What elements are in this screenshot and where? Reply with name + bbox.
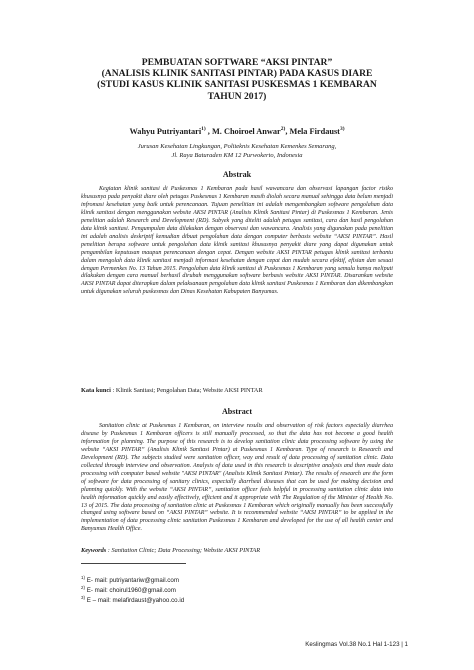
affiliation-line: Jurusan Kesehatan Lingkungan, Politeknis Kesehatan Kemenkes Semarang, xyxy=(137,143,337,150)
abstract-body: Sanitation clinic at Puskesmas 1 Kembaran, on interview results and observation of risk factors especially diarrhea disease by Puskesmas 1 Kembaran officers is still manually processed, so that the data has not become a good health information for planning. The purpose of this research is to develop sanitation clinic data processing software by using the website “AKSI PINTAR” (Analisis Klinik Sanitasi Pintar) at Puskesmas 1 Kembaran. Type of research is Research and Development (RD). The subjects studied were sanitation officer, way and result of data processing of sanitation clinic. Data collected through interview and observation. Analysis of data used in this research is descriptive analysis and then made data processing with computer based website "AKSI PINTAR" (Analisis Klinik Sanitasi Pintar). The results of research are the form of software for data processing of sanitary clinics, especially diarrheal diseases that can be used for making decision and planning quickly. With the website “AKSI PINTAR”, sanitation officer feels helpful in processing sanitation clinic data into health information quickly and easily effectively, efficient and it appropriate with The Regulation of the Minister of Health No. 13 of 2015. The data processing of sanitation clinic at Puskesmas 1 Kembaran which originally manually has been successfully changed using software based on “AKSI PINTAR” website. It is recommended website “AKSI PINTAR” to be applied in the implementation of data processing clinic sanitation Puskesmas 1 Kembaran and developed for the use of all health center and Banyumas Health Office. xyxy=(81,423,393,533)
title-line: TAHUN 2017) xyxy=(207,90,267,102)
keywords xyxy=(81,547,411,555)
title-line: (ANALISIS KLINIK SANITASI PINTAR) PADA KASUS DIARE xyxy=(101,68,373,80)
author-separator: , xyxy=(285,126,290,136)
author-list xyxy=(40,124,434,137)
title-line: PEMBUATAN SOFTWARE “AKSI PINTAR” xyxy=(141,57,333,68)
footnote-divider xyxy=(81,563,186,564)
author-name: Mela Firdaust xyxy=(289,126,340,136)
author-separator: , xyxy=(205,126,212,136)
title-line: (STUDI KASUS KLINIK SANITASI PUSKESMAS 1 KEMBARAN xyxy=(97,79,377,91)
page-footer: Keslingmas Vol.38 No.1 Hal 1-123 | 1 xyxy=(305,641,408,648)
author-marker: 3) xyxy=(339,126,345,132)
keywords-label: Keywords xyxy=(81,547,107,554)
kata-kunci xyxy=(81,387,411,395)
paper-title xyxy=(40,57,434,102)
author-name: M. Choiroel Anwar xyxy=(211,126,281,136)
abstrak-heading: Abstrak xyxy=(222,170,252,179)
footnote-marker: 2) xyxy=(81,585,86,590)
keywords-text: : Sanitation Clinic; Data Processing; Website AKSI PINTAR xyxy=(106,547,261,554)
author-marker: 1) xyxy=(201,126,206,132)
footnote xyxy=(81,593,381,605)
abstrak-body: Kegiatan klinik sanitasi di Puskesmas 1 Kembaran pada hasil wawancara dan observasi lapangan factor risiko khususnya pada penyakit diare oleh petugas Puskesmas 1 Kembaran masih diolah secara manual sehingga data belum menjadi infromasi kesehatan yang baik untuk perencanaan. Tujuan penelitian ini adalah mengembangkan software pengolahan data klinik sanitasi dengan menggunakan website AKSI PINTAR (Analisis Klinik Sanitasi Pintar) di Puskesmas 1 Kembaran. Jenis penelitian adalah Research and Development (RD). Subyek yang diteliti adalah petugas sanitasi, cara dan hasil pengolahan data klinik sanitasi. Pengumpulan data dilakukan dengan observasi dan wawancara. Analisis yang digunakan pada penelitian ini adalah analisis deskriptif kemudian dibuat pengolahan data dengan computer berbasis website “AKSI PINTAR”. Hasil penelitian berupa software untuk pengolahan data klinik sanitasi khususnya penyakit diare yang dapat digunakan untuk pengambilan keputusan maupun perencanaan dengan cepat. Dengan website AKSI PINTAR petugas klinik sanitasi terbantu dalam mengolah data klinik sanitasi menjadi informasi kesehatan dengan cepat dan mudah secara efektif, efisian dan sesuai dengan Permenkes No. 13 Tahun 2015. Pengolahan data klinik sanitasi di Puskesmas 1 Kembaran yang semula hanya meliputi dilakukan dengan cara manual berhasil dirubah menggunakan software berbasis website AKSI PINTAR. Disarankan website AKSI PINTAR dapat diterapkan dalam pelaksanaan pengolahan data klinik sanitasi Puskesmas 1 Kembaran dan dikembangkan untuk digunakan seluruh puskesmas dan Dinas Kesehatan Kabupaten Banyumas. xyxy=(81,186,393,296)
footnote-marker: 3) xyxy=(81,595,86,600)
kata-kunci-label: Kata kunci xyxy=(81,387,111,394)
affiliation-line: Jl. Raya Baturaden KM 12 Purwokerto, Indonesia xyxy=(171,151,303,159)
author-marker: 2) xyxy=(280,126,286,132)
author-name: Wahyu Putriyantari xyxy=(129,126,202,136)
kata-kunci-text: : Klinik Sanitasi; Pengolahan Data; Website AKSI PINTAR xyxy=(110,387,263,394)
footnote-email: E – mail: melafirdaust@yahoo.co.id xyxy=(85,597,185,605)
footnote-email: E- mail: putriyantariw@gmail.com xyxy=(85,577,179,585)
footnote-email: E- mail: choirul1960@gmail.com xyxy=(85,587,176,595)
affiliation xyxy=(40,143,434,160)
abstract-heading: Abstract xyxy=(221,407,253,416)
footnote-marker: 1) xyxy=(81,575,86,580)
